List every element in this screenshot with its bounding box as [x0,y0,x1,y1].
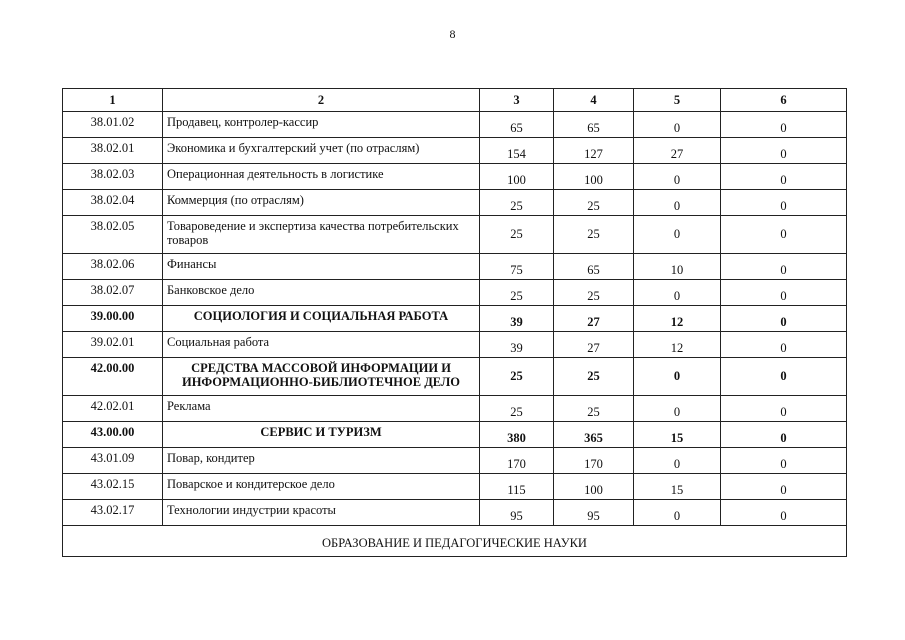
value-cell-col6: 0 [721,138,847,164]
value-cell-col4: 27 [554,332,634,358]
value-cell-col3: 65 [480,112,554,138]
value-cell-col5: 0 [634,448,721,474]
value-cell-col6: 0 [721,280,847,306]
code-cell: 42.00.00 [63,358,163,396]
name-cell: Операционная деятельность в логистике [163,164,480,190]
table-row [63,500,847,526]
name-cell: Коммерция (по отраслям) [163,190,480,216]
code-cell: 39.00.00 [63,306,163,332]
value-cell-col5: 0 [634,164,721,190]
value-cell-col4: 365 [554,422,634,448]
header-cell: 3 [480,89,554,112]
value-cell-col5: 0 [634,216,721,254]
name-cell: Повар, кондитер [163,448,480,474]
table-row [63,216,847,254]
value-cell-col4: 25 [554,216,634,254]
value-cell-col3: 25 [480,358,554,396]
code-cell: 38.02.03 [63,164,163,190]
value-cell-col5: 15 [634,422,721,448]
code-cell: 38.02.05 [63,216,163,254]
value-cell-col6: 0 [721,396,847,422]
value-cell-col6: 0 [721,306,847,332]
table-header-row [63,89,847,112]
table-row [63,280,847,306]
name-cell: Товароведение и экспертиза качества потребительских товаров [163,216,480,254]
table-row [63,448,847,474]
value-cell-col3: 39 [480,332,554,358]
page-number: 8 [449,27,456,41]
value-cell-col4: 100 [554,164,634,190]
value-cell-col4: 65 [554,254,634,280]
value-cell-col3: 154 [480,138,554,164]
name-cell: СЕРВИС И ТУРИЗМ [163,422,480,448]
table-row [63,332,847,358]
value-cell-col6: 0 [721,474,847,500]
value-cell-col5: 0 [634,396,721,422]
value-cell-col6: 0 [721,164,847,190]
table-row [63,164,847,190]
value-cell-col5: 0 [634,280,721,306]
value-cell-col3: 25 [480,396,554,422]
code-cell: 38.02.07 [63,280,163,306]
code-cell: 38.02.01 [63,138,163,164]
name-cell: СРЕДСТВА МАССОВОЙ ИНФОРМАЦИИ И ИНФОРМАЦИОННО-БИБЛИОТЕЧНОЕ ДЕЛО [163,358,480,396]
value-cell-col3: 170 [480,448,554,474]
table-row [63,396,847,422]
value-cell-col6: 0 [721,190,847,216]
name-cell: Социальная работа [163,332,480,358]
table-row [63,190,847,216]
value-cell-col6: 0 [721,216,847,254]
table-row [63,422,847,448]
value-cell-col4: 27 [554,306,634,332]
value-cell-col4: 65 [554,112,634,138]
section-footer-row [63,526,847,557]
code-cell: 38.02.06 [63,254,163,280]
table-row [63,112,847,138]
header-cell: 1 [63,89,163,112]
value-cell-col3: 25 [480,190,554,216]
specialties-table [62,88,847,557]
header-cell: 5 [634,89,721,112]
table-row [63,358,847,396]
value-cell-col4: 25 [554,280,634,306]
code-cell: 39.02.01 [63,332,163,358]
value-cell-col6: 0 [721,112,847,138]
code-cell: 43.00.00 [63,422,163,448]
value-cell-col5: 10 [634,254,721,280]
table-row [63,138,847,164]
value-cell-col5: 15 [634,474,721,500]
code-cell: 38.01.02 [63,112,163,138]
table-row [63,254,847,280]
code-cell: 43.02.17 [63,500,163,526]
header-cell: 2 [163,89,480,112]
name-cell: Экономика и бухгалтерский учет (по отраслям) [163,138,480,164]
value-cell-col3: 380 [480,422,554,448]
value-cell-col3: 115 [480,474,554,500]
name-cell: Продавец, контролер-кассир [163,112,480,138]
header-cell: 4 [554,89,634,112]
table-row [63,306,847,332]
value-cell-col5: 12 [634,306,721,332]
code-cell: 38.02.04 [63,190,163,216]
value-cell-col3: 39 [480,306,554,332]
value-cell-col4: 127 [554,138,634,164]
value-cell-col5: 0 [634,358,721,396]
value-cell-col3: 25 [480,280,554,306]
value-cell-col5: 0 [634,500,721,526]
value-cell-col3: 95 [480,500,554,526]
value-cell-col5: 0 [634,190,721,216]
name-cell: Технологии индустрии красоты [163,500,480,526]
value-cell-col4: 25 [554,396,634,422]
header-cell: 6 [721,89,847,112]
name-cell: СОЦИОЛОГИЯ И СОЦИАЛЬНАЯ РАБОТА [163,306,480,332]
name-cell: Банковское дело [163,280,480,306]
value-cell-col6: 0 [721,448,847,474]
name-cell: Поварское и кондитерское дело [163,474,480,500]
value-cell-col6: 0 [721,254,847,280]
value-cell-col4: 25 [554,358,634,396]
value-cell-col5: 12 [634,332,721,358]
table-row [63,474,847,500]
value-cell-col6: 0 [721,500,847,526]
value-cell-col3: 75 [480,254,554,280]
value-cell-col4: 95 [554,500,634,526]
name-cell: Финансы [163,254,480,280]
section-title: ОБРАЗОВАНИЕ И ПЕДАГОГИЧЕСКИЕ НАУКИ [63,526,847,557]
value-cell-col4: 170 [554,448,634,474]
value-cell-col5: 27 [634,138,721,164]
value-cell-col4: 100 [554,474,634,500]
value-cell-col5: 0 [634,112,721,138]
value-cell-col4: 25 [554,190,634,216]
value-cell-col3: 100 [480,164,554,190]
code-cell: 43.02.15 [63,474,163,500]
code-cell: 43.01.09 [63,448,163,474]
value-cell-col6: 0 [721,332,847,358]
value-cell-col6: 0 [721,422,847,448]
value-cell-col3: 25 [480,216,554,254]
name-cell: Реклама [163,396,480,422]
value-cell-col6: 0 [721,358,847,396]
code-cell: 42.02.01 [63,396,163,422]
